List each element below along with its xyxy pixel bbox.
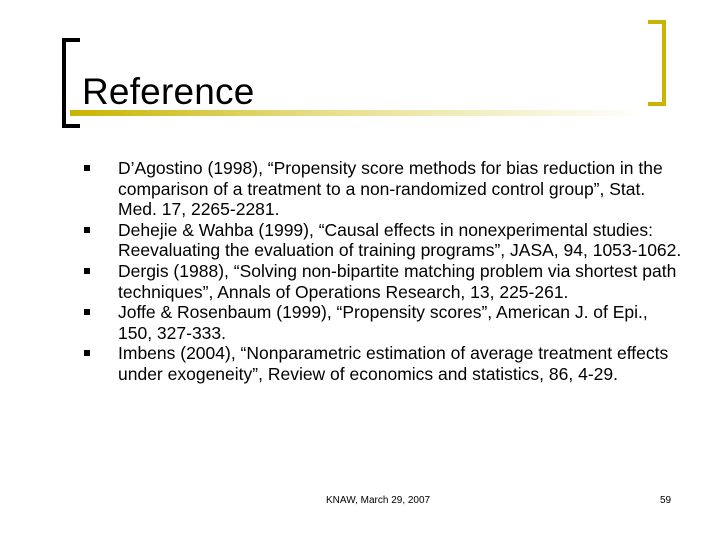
square-bullet-icon [84, 165, 90, 171]
reference-item [84, 158, 684, 220]
reference-item [84, 261, 684, 302]
reference-text: Dehejie & Wahba (1999), “Causal effects in nonexperimental studies: Reevaluating the evaluation of training programs”, JASA, 94, 1053-1062. [118, 219, 682, 261]
reference-text: Joffe & Rosenbaum (1999), “Propensity scores”, American J. of Epi., 150, 327-333. [118, 302, 648, 343]
square-bullet-icon [84, 227, 90, 233]
footer-date: KNAW, March 29, 2007 [326, 495, 431, 506]
slide-title: Reference [82, 71, 255, 112]
square-bullet-icon [84, 268, 90, 274]
page-number: 59 [660, 495, 672, 506]
reference-text: Dergis (1988), “Solving non-bipartite matching problem via shortest path techniques”, Annals of Operations Research, 13, 225-261. [118, 260, 677, 302]
reference-text: Imbens (2004), “Nonparametric estimation of average treatment effects under exogeneity”, Review of economics and statistics, 86, 4-29. [118, 343, 669, 384]
title-right-bracket [648, 20, 666, 106]
square-bullet-icon [84, 309, 90, 315]
reference-list [84, 158, 684, 385]
reference-text: D’Agostino (1998), “Propensity score methods for bias reduction in the comparison of a treatment to a non-randomized control group”, Stat. Med. 17, 2265-2281. [118, 158, 663, 220]
square-bullet-icon [84, 350, 90, 356]
reference-item [84, 220, 684, 261]
reference-item [84, 302, 684, 343]
reference-item [84, 343, 684, 384]
